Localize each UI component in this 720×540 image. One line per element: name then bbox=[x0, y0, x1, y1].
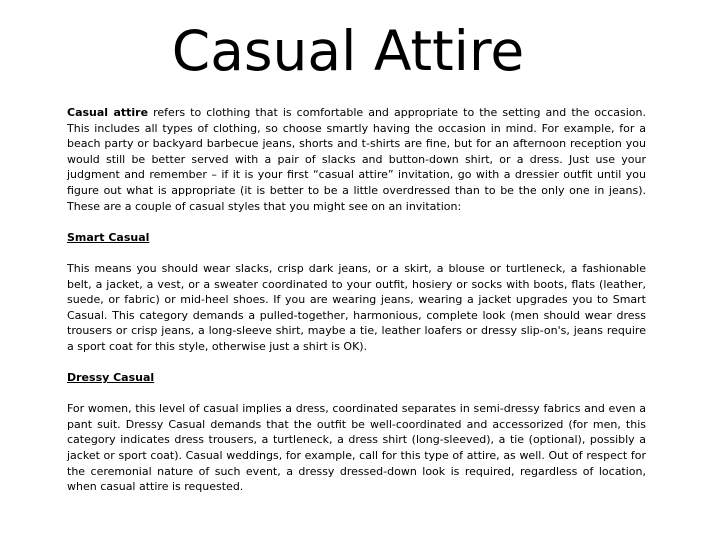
intro-paragraph bbox=[67, 105, 646, 214]
spacer bbox=[67, 386, 646, 402]
slide-body bbox=[67, 105, 646, 495]
intro-text: refers to clothing that is comfortable and appropriate to the setting and the occasion. This includes all types of clothing, so choose smartly having the occasion in mind. For example, for a beach party or backyard barbecue jeans, shorts and t-shirts are fine, but for an afternoon reception you would still be better served with a pair of slacks and button-down shirt, or a dress. Just use your judgment and remember – if it is your first “casual attire” invitation, go with a dressier outfit until you figure out what is appropriate (it is better to be a little overdressed than to be the only one in jeans). These are a couple of casual styles that you might see on an invitation: bbox=[67, 106, 646, 213]
spacer bbox=[67, 245, 646, 261]
section-text-dressy-casual: For women, this level of casual implies a dress, coordinated separates in semi-dressy fabrics and even a pant suit. Dressy Casual demands that the outfit be well-coordinated and accessorized (for men, this category indicates dress trousers, a turtleneck, a dress shirt (long-sleeved), a tie (optional), possibly a jacket or sport coat). Casual weddings, for example, call for this type of attire, as well. Out of respect for the ceremonial nature of such event, a dressy dressed-down look is required, regardless of location, when casual attire is requested. bbox=[67, 402, 646, 494]
spacer bbox=[67, 355, 646, 371]
section-heading-smart-casual: Smart Casual bbox=[67, 230, 150, 244]
slide-title: Casual Attire bbox=[171, 19, 525, 83]
intro-lead-term: Casual attire bbox=[67, 106, 149, 119]
spacer bbox=[67, 214, 646, 230]
section-heading-dressy-casual: Dressy Casual bbox=[67, 371, 155, 385]
section-text-smart-casual: This means you should wear slacks, crisp dark jeans, or a skirt, a blouse or turtleneck, a fashionable belt, a jacket, a vest, or a sweater coordinated to your outfit, hosiery or socks with boots, flats (leather, suede, or fabric) or mid-heel shoes. If you are wearing jeans, wearing a jacket upgrades you to Smart Casual. This category demands a pulled-together, harmonious, complete look (men should wear dress trousers or crisp jeans, a long-sleeve shirt, maybe a tie, leather loafers or dressy slip-on's, jeans require a sport coat for this style, otherwise just a shirt is OK). bbox=[67, 261, 646, 353]
